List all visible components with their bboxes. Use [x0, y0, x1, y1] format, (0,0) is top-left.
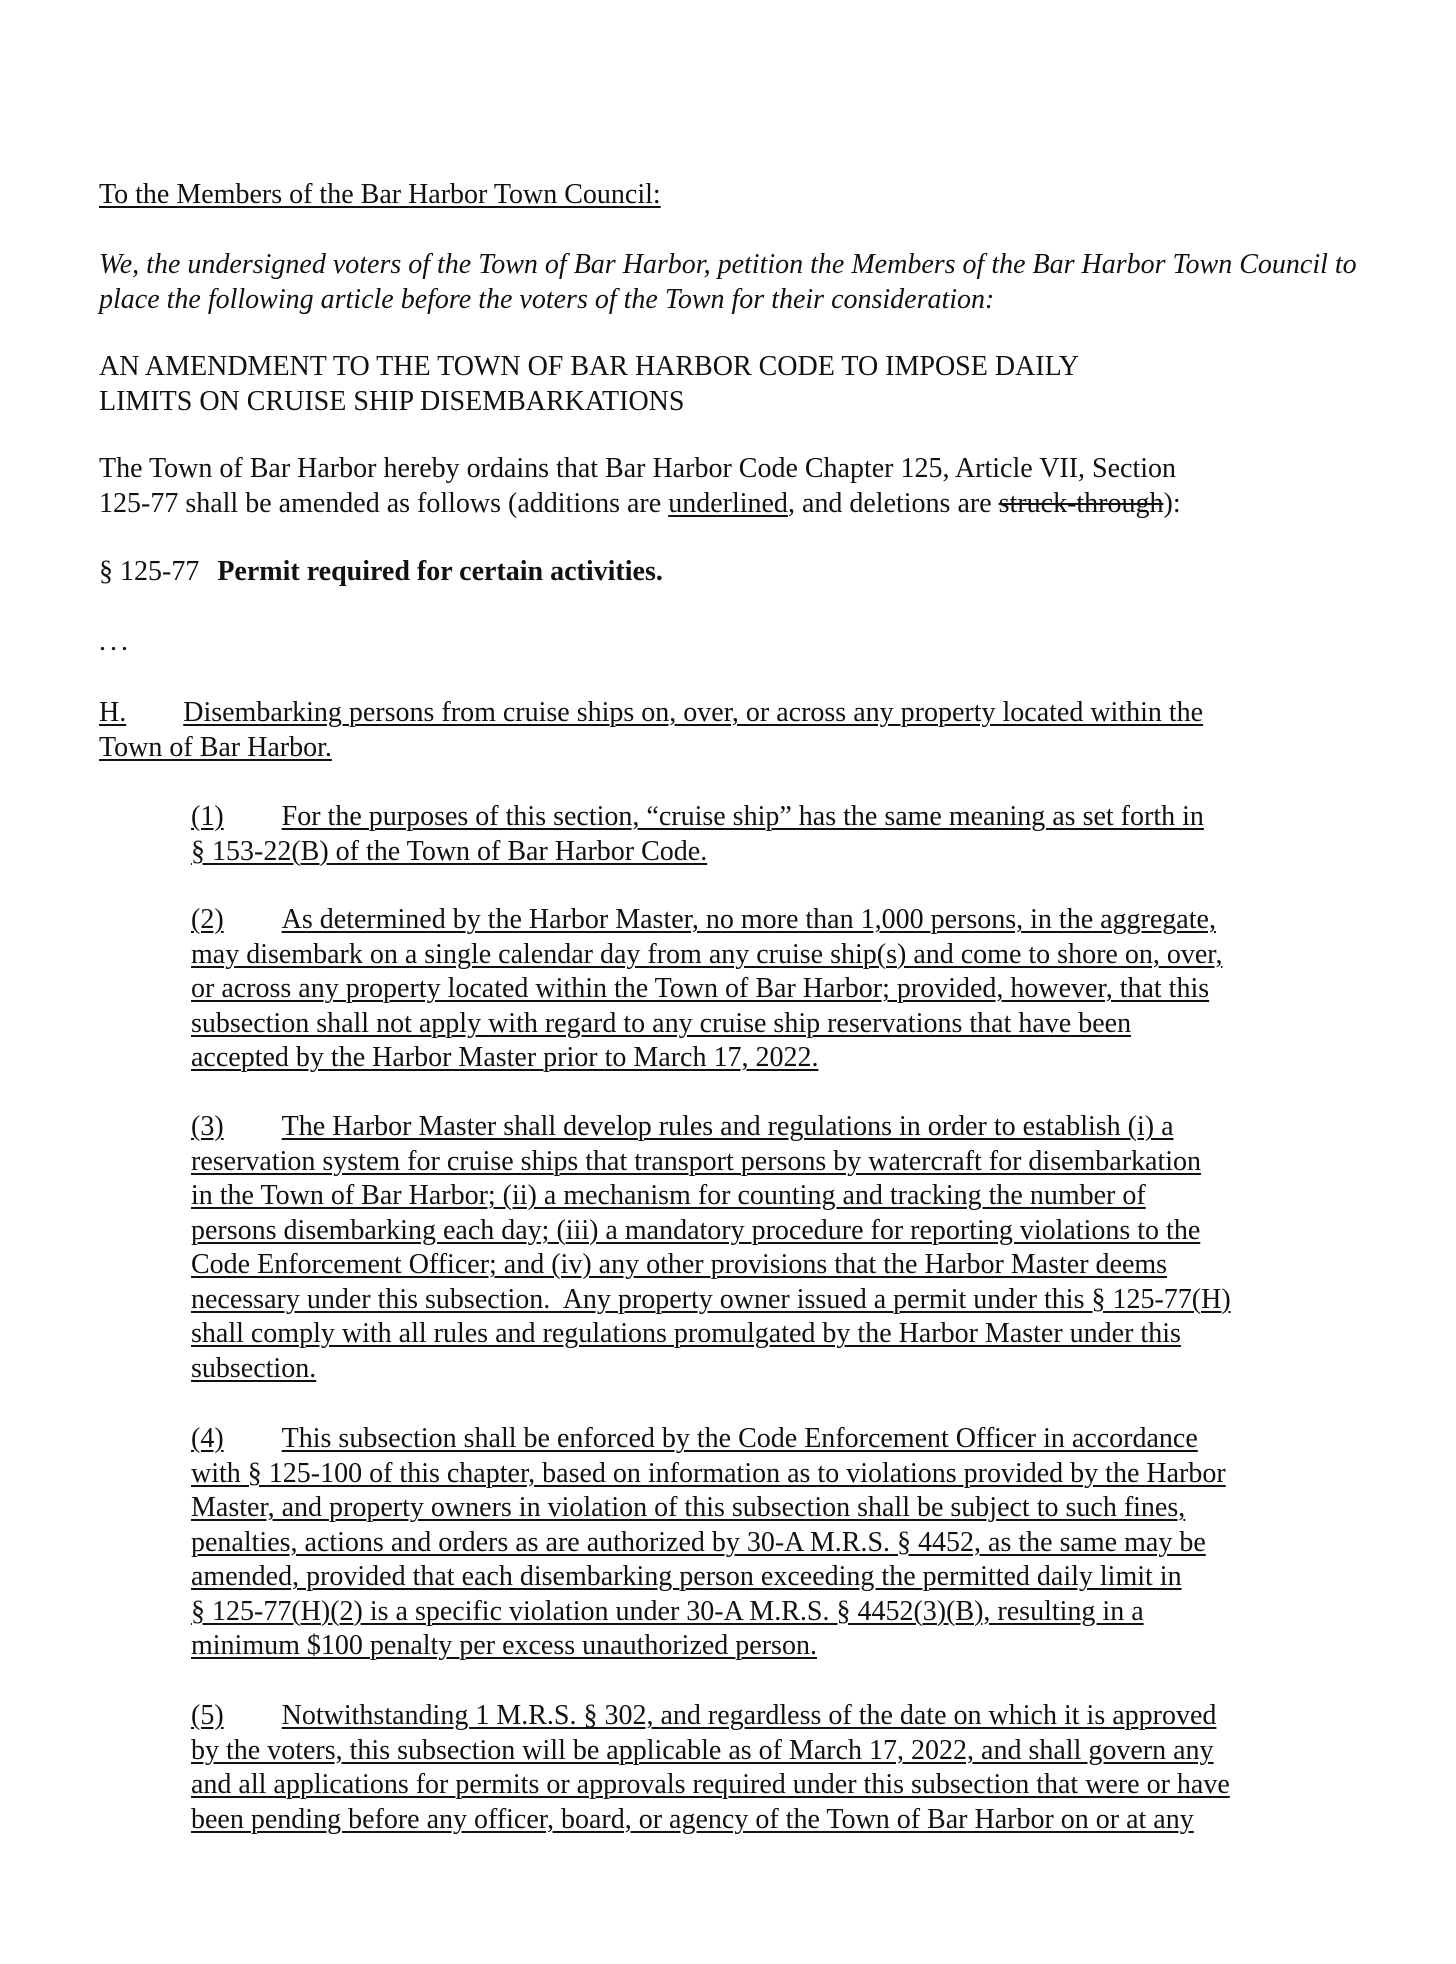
ellipsis: ... [99, 626, 132, 657]
paragraph-line: necessary under this subsection. Any property owner issued a permit under this § 125-77(H) [191, 1283, 1231, 1315]
paragraph-line: § 153-22(B) of the Town of Bar Harbor Code. [191, 835, 708, 867]
paragraph-3 [191, 1110, 1231, 1386]
ordinance-intro-line [99, 487, 1181, 522]
subsection-h-line [99, 696, 1203, 731]
paragraph-label: (3) [191, 1111, 224, 1142]
petition-line: We, the undersigned voters of the Town of Bar Harbor, petition the Members of the Bar Harbor Town Council to [99, 249, 1357, 280]
paragraph-line [191, 1110, 1231, 1145]
paragraph-label: (5) [191, 1700, 224, 1731]
paragraph-line [191, 1422, 1226, 1457]
paragraph-text: Notwithstanding 1 M.R.S. § 302, and regardless of the date on which it is approved [281, 1700, 1217, 1731]
paragraph-line [191, 903, 1222, 938]
paragraph-label: (2) [191, 904, 224, 935]
petition-line: place the following article before the voters of the Town for their consideration: [99, 283, 995, 315]
paragraph-text: The Harbor Master shall develop rules and regulations in order to establish (i) a [281, 1111, 1174, 1142]
paragraph-5 [191, 1699, 1230, 1837]
paragraph-line [191, 800, 1204, 835]
paragraph-line: minimum $100 penalty per excess unauthorized person. [191, 1630, 817, 1661]
paragraph-line: Master, and property owners in violation of this subsection shall be subject to such fines, [191, 1492, 1186, 1523]
section-heading [99, 555, 663, 590]
article-title-line: AN AMENDMENT TO THE TOWN OF BAR HARBOR CODE TO IMPOSE DAILY [99, 351, 1080, 382]
section-number: § 125-77 [99, 556, 200, 587]
paragraph-line: penalties, actions and orders as are authorized by 30-A M.R.S. § 4452, as the same may be [191, 1526, 1206, 1558]
paragraph-line: with § 125-100 of this chapter, based on information as to violations provided by the Harbor [191, 1457, 1226, 1489]
struck-through-example: struck-through [998, 487, 1164, 519]
paragraph-line: persons disembarking each day; (iii) a mandatory procedure for reporting violations to the [191, 1214, 1201, 1246]
paragraph-line: Code Enforcement Officer; and (iv) any other provisions that the Harbor Master deems [191, 1249, 1168, 1280]
paragraph-line: amended, provided that each disembarking person exceeding the permitted daily limit in [191, 1561, 1182, 1592]
paragraph-line: by the voters, this subsection will be applicable as of March 17, 2022, and shall govern any [191, 1734, 1214, 1766]
subsection-h-line: Town of Bar Harbor. [99, 731, 332, 763]
salutation: To the Members of the Bar Harbor Town Council: [99, 179, 661, 210]
paragraph-line: reservation system for cruise ships that transport persons by watercraft for disembarkation [191, 1145, 1202, 1177]
article-title-line: LIMITS ON CRUISE SHIP DISEMBARKATIONS [99, 385, 685, 417]
paragraph-line: or across any property located within the Town of Bar Harbor; provided, however, that this [191, 973, 1210, 1004]
paragraph-label: (4) [191, 1423, 224, 1454]
paragraph-line: subsection shall not apply with regard to any cruise ship reservations that have been [191, 1007, 1132, 1039]
paragraph-label: (1) [191, 801, 224, 832]
article-title [99, 350, 1079, 419]
ordinance-intro-text: , and deletions are [787, 487, 999, 519]
paragraph-1 [191, 800, 1204, 869]
paragraph-line: in the Town of Bar Harbor; (ii) a mechanism for counting and tracking the number of [191, 1180, 1146, 1211]
paragraph-4 [191, 1422, 1226, 1664]
paragraph-text: For the purposes of this section, “cruise ship” has the same meaning as set forth in [281, 801, 1204, 832]
paragraph-2 [191, 903, 1222, 1076]
ordinance-intro-text: 125-77 shall be amended as follows (additions are [99, 487, 669, 519]
ordinance-intro-text: ): [1163, 487, 1181, 519]
paragraph-line [191, 1699, 1230, 1734]
paragraph-text: As determined by the Harbor Master, no more than 1,000 persons, in the aggregate, [281, 904, 1216, 935]
paragraph-line: accepted by the Harbor Master prior to March 17, 2022. [191, 1042, 819, 1073]
paragraph-line: may disembark on a single calendar day from any cruise ship(s) and come to shore on, over, [191, 938, 1223, 970]
paragraph-line: § 125-77(H)(2) is a specific violation under 30-A M.R.S. § 4452(3)(B), resulting in a [191, 1595, 1144, 1627]
subsection-h-text: Disembarking persons from cruise ships on, over, or across any property located within the [183, 697, 1204, 728]
ordinance-intro-line: The Town of Bar Harbor hereby ordains that Bar Harbor Code Chapter 125, Article VII, Section [99, 453, 1177, 484]
section-title: Permit required for certain activities. [217, 556, 663, 587]
paragraph-line: subsection. [191, 1352, 317, 1384]
paragraph-line: been pending before any officer, board, or agency of the Town of Bar Harbor on or at any [191, 1803, 1194, 1835]
paragraph-text: This subsection shall be enforced by the Code Enforcement Officer in accordance [281, 1423, 1198, 1454]
paragraph-line: shall comply with all rules and regulations promulgated by the Harbor Master under this [191, 1318, 1181, 1349]
subsection-label: H. [99, 697, 127, 728]
ordinance-intro [99, 452, 1181, 521]
underlined-example: underlined [668, 487, 788, 519]
paragraph-line: and all applications for permits or approvals required under this subsection that were or have [191, 1769, 1230, 1800]
petition-text [99, 248, 1357, 317]
subsection-h [99, 696, 1203, 765]
